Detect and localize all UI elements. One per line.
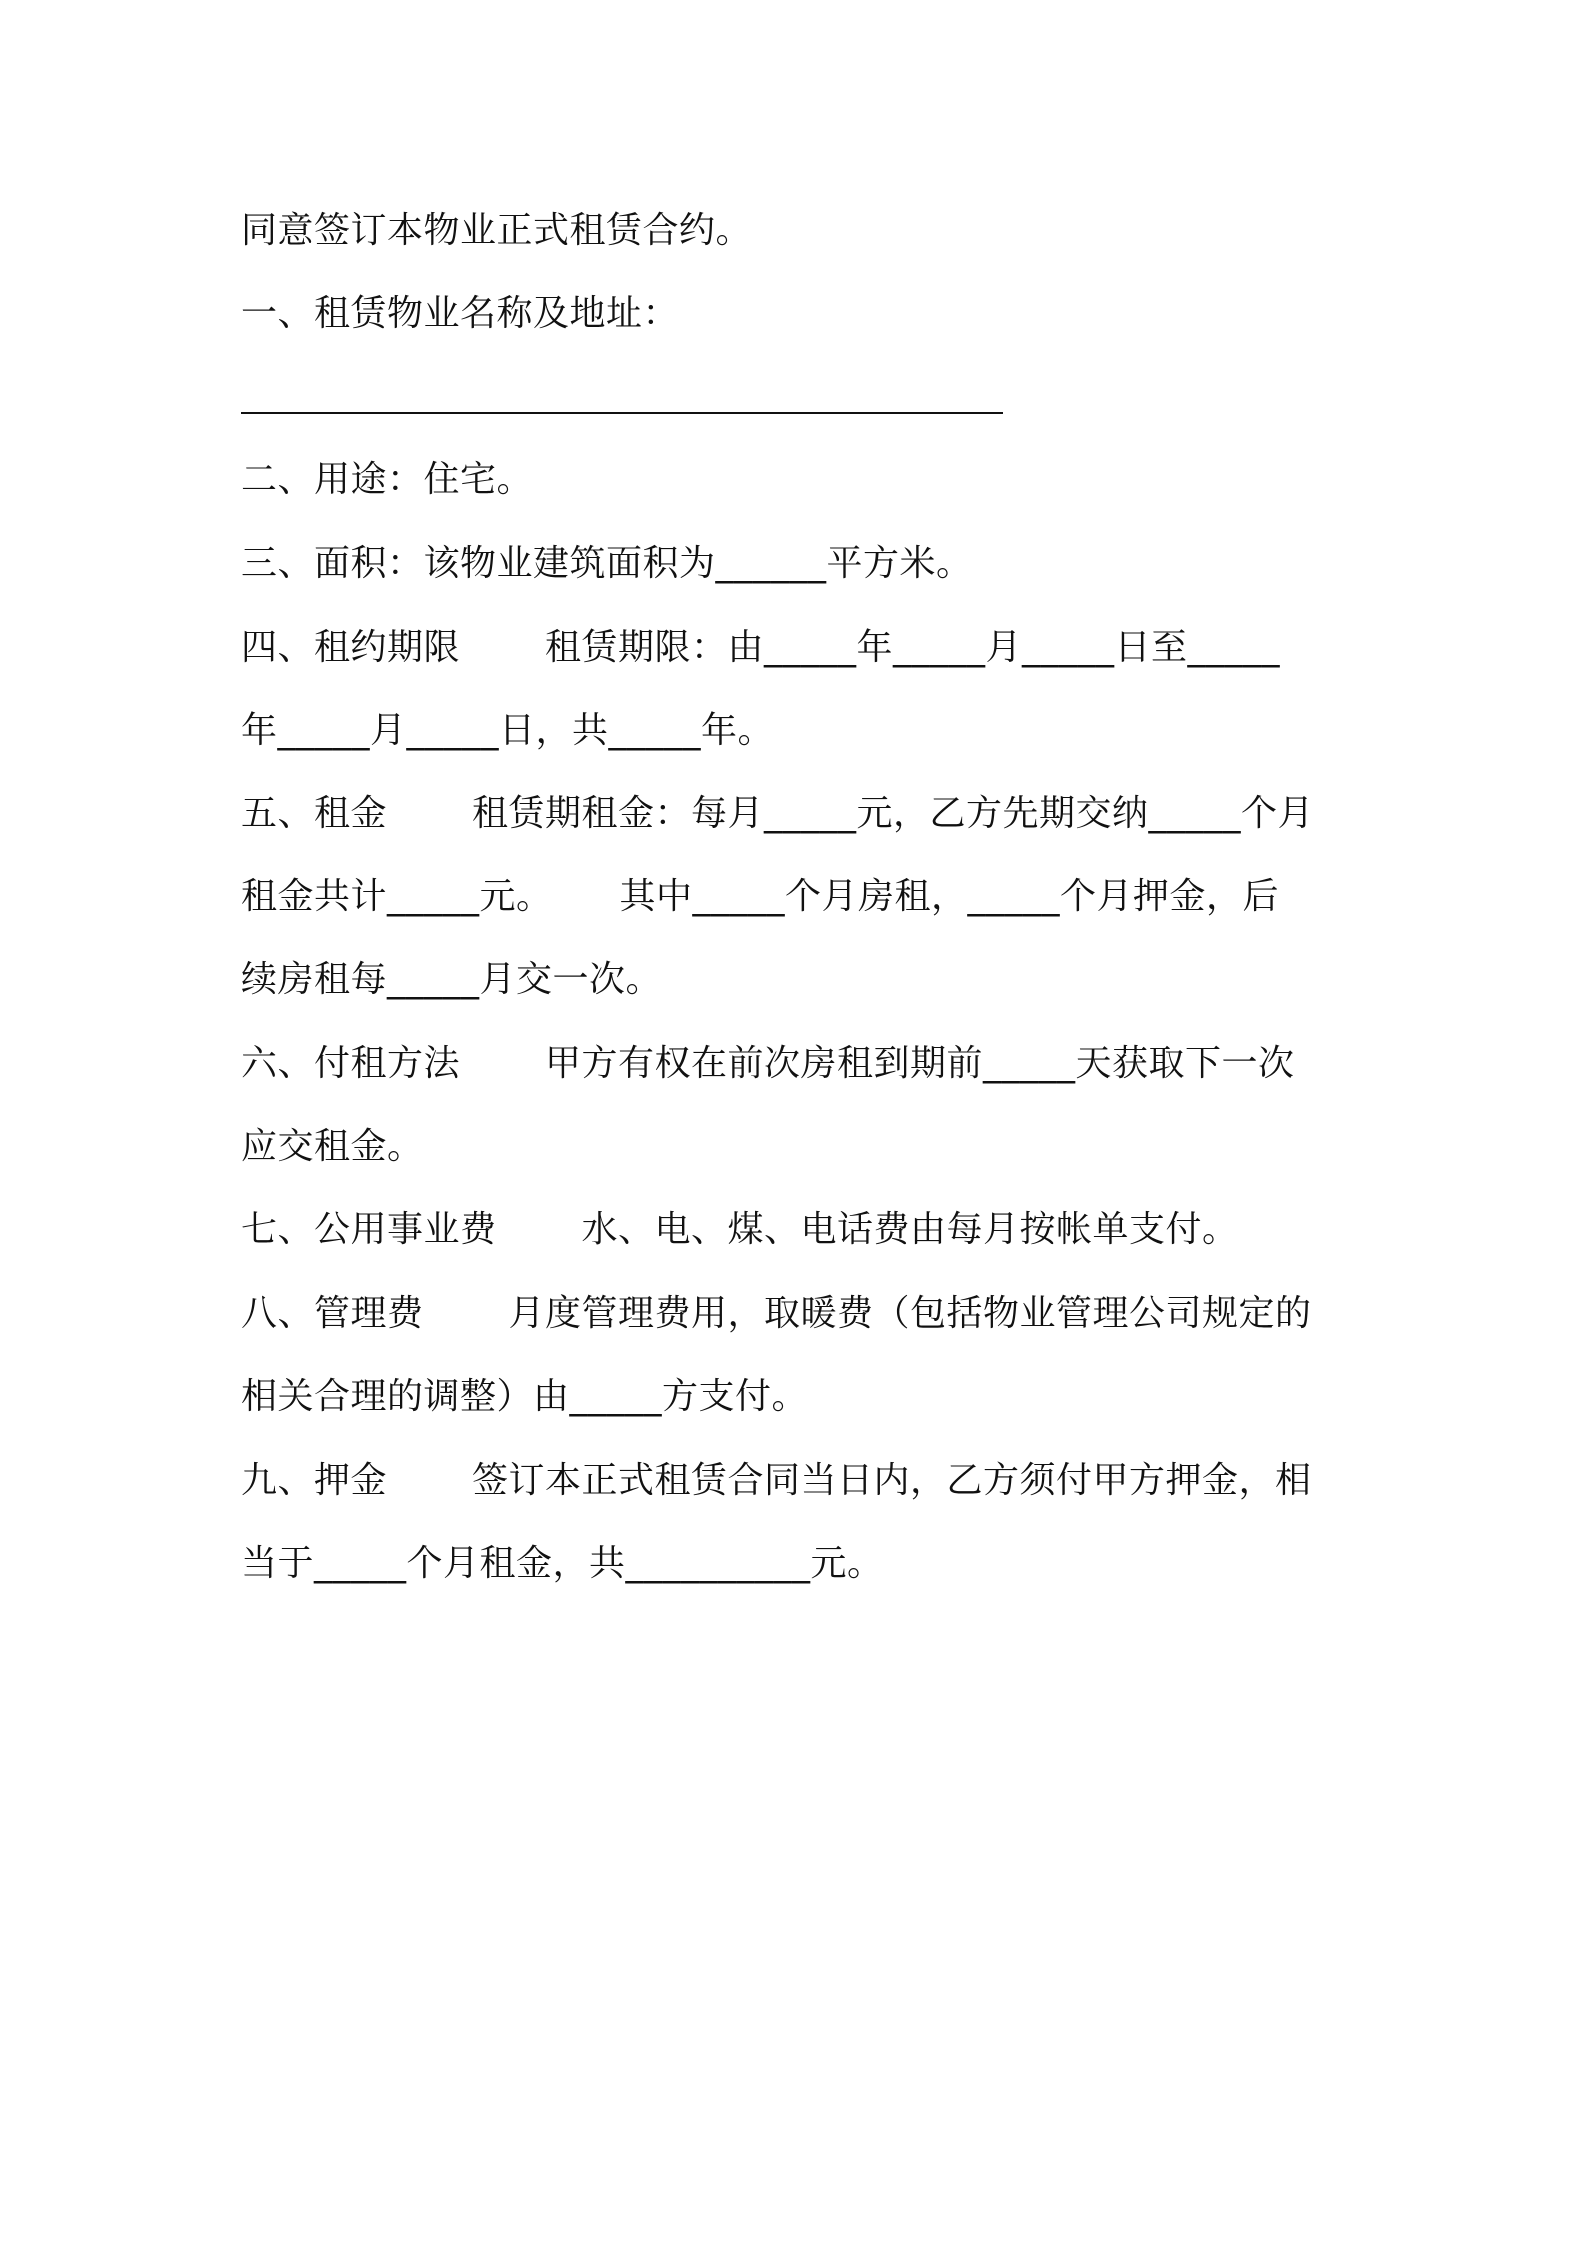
text-line: 七、公用事业费 水、电、煤、电话费由每月按帐单支付。: [241, 1209, 1239, 1250]
text-line: 同意签订本物业正式租赁合约。: [241, 210, 753, 251]
text-line: 九、押金 签订本正式租赁合同当日内，乙方须付甲方押金，相: [241, 1460, 1312, 1501]
text-line: 租金共计_____元。 其中_____个月房租，_____个月押金，后: [241, 876, 1279, 917]
text-line: 四、租约期限 租赁期限：由_____年_____月_____日至_____: [241, 627, 1280, 668]
text-line: 五、租金 租赁期租金：每月_____元，乙方先期交纳_____个月: [241, 793, 1314, 834]
text-line: 三、面积：该物业建筑面积为______平方米。: [241, 543, 973, 584]
text-line: 续房租每_____月交一次。: [241, 959, 663, 1000]
text-line: 当于_____个月租金，共__________元。: [241, 1543, 884, 1584]
text-line: 六、付租方法 甲方有权在前次房租到期前_____天获取下一次: [241, 1043, 1295, 1084]
address-blank-rule: [241, 412, 1003, 414]
text-line: 八、管理费 月度管理费用，取暖费（包括物业管理公司规定的: [241, 1293, 1312, 1334]
text-line: 二、用途：住宅。: [241, 459, 534, 500]
text-line: 年_____月_____日，共_____年。: [241, 710, 775, 751]
text-line: 相关合理的调整）由_____方支付。: [241, 1376, 809, 1417]
text-line: 应交租金。: [241, 1126, 424, 1167]
text-line: 一、租赁物业名称及地址：: [241, 293, 680, 334]
